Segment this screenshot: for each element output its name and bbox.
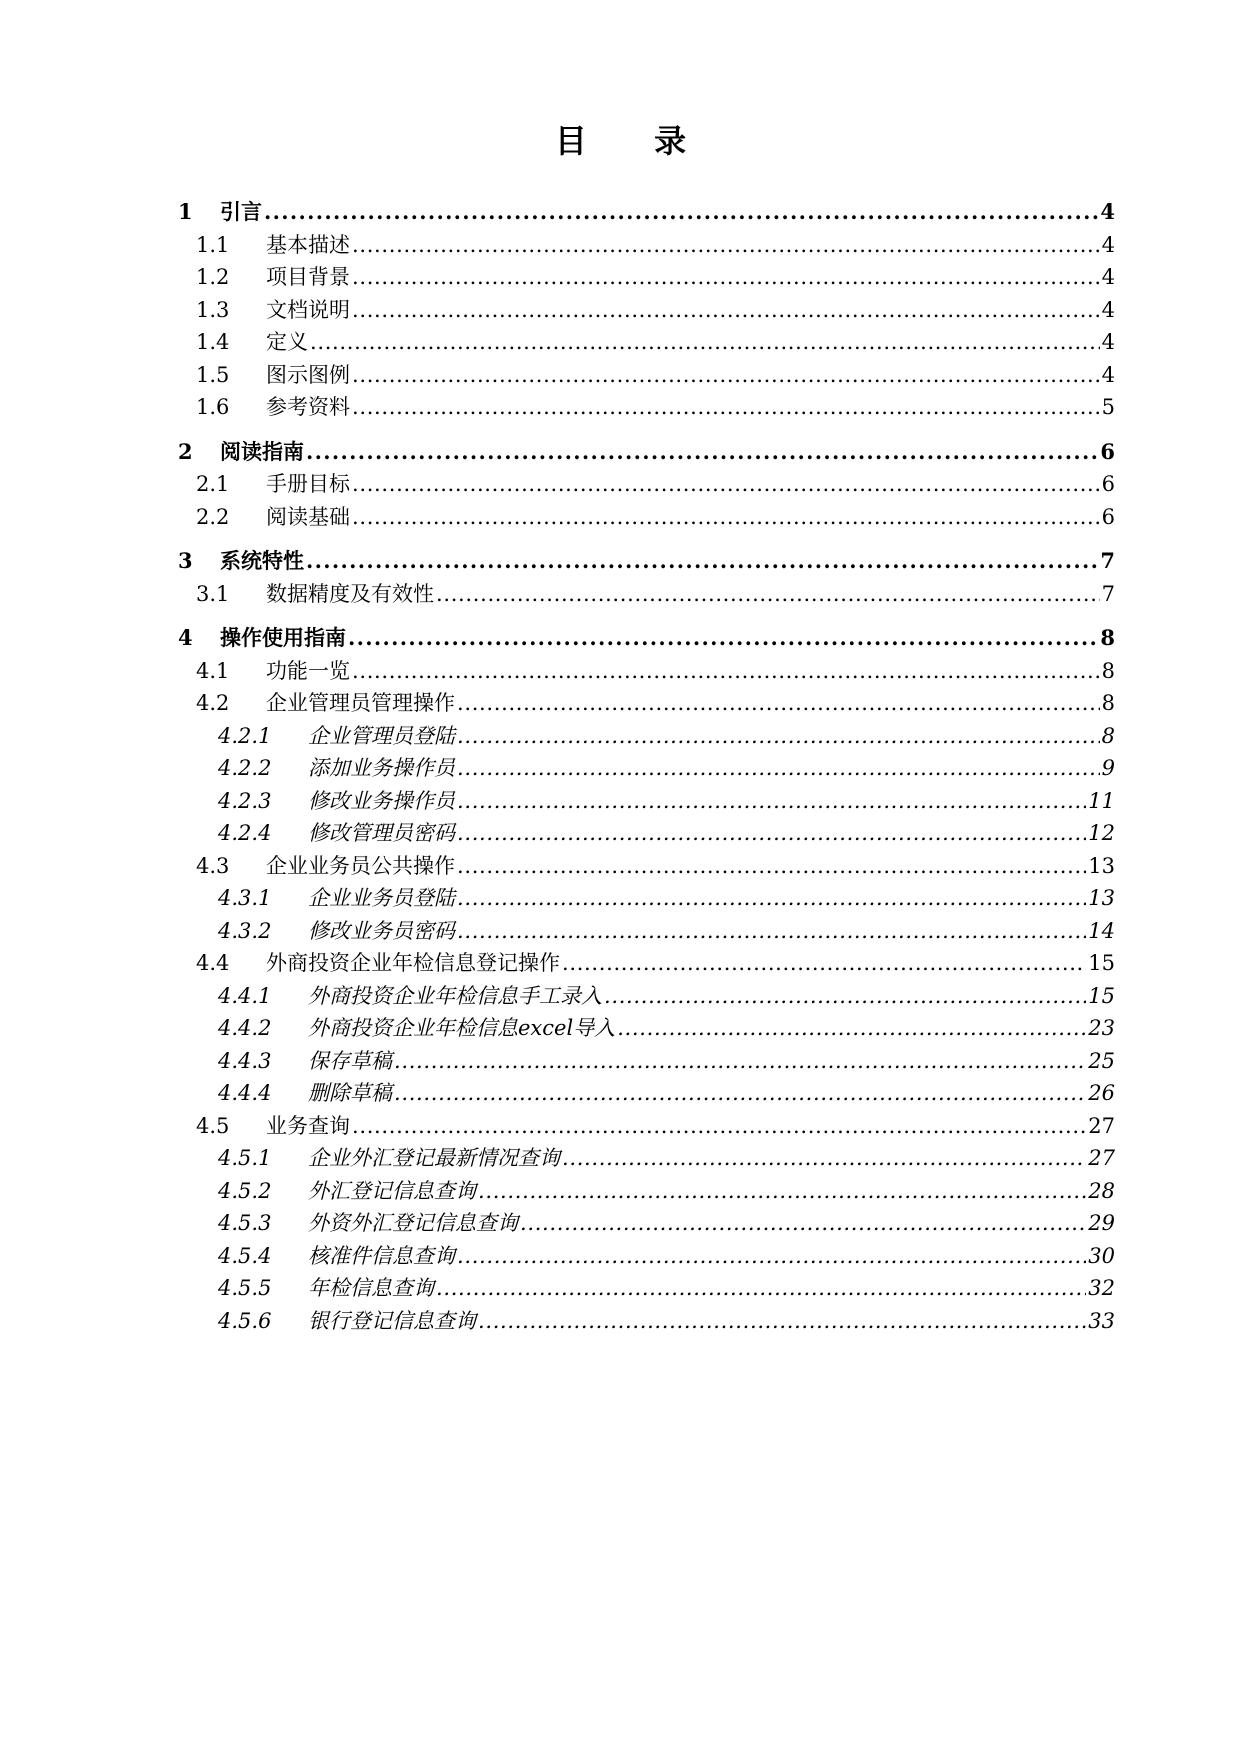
toc-dot-leader bbox=[352, 468, 1100, 501]
toc-entry-number: 4.3 bbox=[196, 853, 230, 878]
toc-entry-page: 6 bbox=[1101, 504, 1115, 529]
toc-entry[interactable] bbox=[178, 391, 1115, 424]
toc-entry-number: 4.1 bbox=[196, 658, 230, 683]
toc-entry-title: 数据精度及有效性 bbox=[266, 581, 434, 606]
toc-entry-title: 功能一览 bbox=[266, 658, 350, 683]
toc-entry[interactable] bbox=[178, 359, 1115, 392]
toc-entry-page: 30 bbox=[1088, 1243, 1115, 1268]
toc-entry-page: 33 bbox=[1088, 1308, 1115, 1333]
toc-entry[interactable] bbox=[178, 720, 1115, 753]
toc-entry-page: 8 bbox=[1100, 625, 1115, 650]
toc-entry-title: 引言 bbox=[220, 199, 262, 224]
toc-entry[interactable] bbox=[178, 785, 1115, 818]
toc-entry-page: 4 bbox=[1101, 330, 1115, 354]
toc-dot-leader bbox=[352, 501, 1100, 534]
toc-entry-number: 2.2 bbox=[196, 504, 230, 529]
toc-entry-page: 28 bbox=[1088, 1178, 1115, 1203]
toc-dot-leader bbox=[457, 785, 1086, 818]
toc-dot-leader bbox=[478, 1305, 1086, 1338]
toc-dot-leader bbox=[436, 1272, 1086, 1305]
toc-entry-page: 15 bbox=[1088, 951, 1115, 975]
toc-dot-leader bbox=[520, 1207, 1086, 1240]
toc-dot-leader bbox=[457, 1240, 1086, 1273]
toc-dot-leader bbox=[306, 545, 1098, 578]
toc-entry-title: 修改业务操作员 bbox=[308, 788, 455, 813]
toc-entry-page: 27 bbox=[1088, 1113, 1115, 1138]
toc-entry-title: 外商投资企业年检信息手工录入 bbox=[308, 983, 602, 1008]
toc-entry-page: 29 bbox=[1088, 1211, 1115, 1235]
toc-entry-title: 文档说明 bbox=[266, 297, 350, 322]
toc-entry-page: 4 bbox=[1101, 297, 1115, 322]
toc-entry-page: 6 bbox=[1100, 438, 1115, 464]
toc-entry-number: 1.3 bbox=[196, 297, 230, 322]
toc-entry[interactable] bbox=[178, 1110, 1115, 1143]
toc-dot-leader bbox=[562, 947, 1086, 980]
toc-entry-title: 定义 bbox=[266, 330, 308, 354]
toc-entry[interactable] bbox=[178, 1175, 1115, 1208]
toc-entry-number: 1.1 bbox=[196, 232, 230, 257]
toc-dot-leader bbox=[306, 436, 1098, 469]
toc-entry[interactable] bbox=[178, 468, 1115, 501]
toc-entry-number: 4.2.4 bbox=[218, 821, 272, 845]
toc-entry-number: 3.1 bbox=[196, 581, 230, 606]
toc-entry-number: 4.4.2 bbox=[218, 1016, 272, 1040]
toc-entry-title: 操作使用指南 bbox=[220, 625, 346, 650]
toc-entry-title: 阅读指南 bbox=[220, 438, 304, 464]
toc-entry-title: 核准件信息查询 bbox=[308, 1243, 455, 1268]
toc-dot-leader bbox=[457, 720, 1100, 753]
toc-entry[interactable] bbox=[178, 1305, 1115, 1338]
toc-entry-title: 企业管理员管理操作 bbox=[266, 691, 455, 715]
toc-dot-leader bbox=[457, 752, 1100, 785]
toc-entry-title: 业务查询 bbox=[266, 1113, 350, 1138]
toc-entry-page: 8 bbox=[1101, 723, 1115, 748]
toc-entry[interactable] bbox=[178, 261, 1115, 294]
toc-entry-number: 1.4 bbox=[196, 330, 230, 354]
page-title: 目 录 bbox=[554, 122, 715, 160]
toc-entry-number: 4.2.2 bbox=[218, 756, 272, 780]
toc-entry-title: 系统特性 bbox=[220, 548, 304, 573]
toc-entry-number: 1.5 bbox=[196, 362, 230, 387]
toc-dot-leader bbox=[457, 882, 1086, 915]
toc-entry[interactable] bbox=[178, 196, 1115, 229]
toc-entry-number: 4.3.2 bbox=[218, 918, 272, 943]
toc-entry[interactable] bbox=[178, 850, 1115, 883]
toc-dot-leader bbox=[352, 261, 1100, 294]
toc-dot-leader bbox=[352, 1110, 1086, 1143]
toc-entry-number: 4.2.1 bbox=[218, 723, 272, 748]
toc-dot-leader bbox=[394, 1077, 1086, 1110]
toc-entry-title: 基本描述 bbox=[266, 232, 350, 257]
toc-entry-page: 26 bbox=[1088, 1081, 1115, 1105]
toc-entry-page: 4 bbox=[1101, 362, 1115, 387]
toc-dot-leader bbox=[604, 980, 1086, 1013]
toc-entry[interactable] bbox=[178, 1240, 1115, 1273]
toc-entry-title: 年检信息查询 bbox=[308, 1276, 434, 1300]
toc-entry-page: 7 bbox=[1101, 581, 1115, 606]
toc-entry-title: 外商投资企业年检信息登记操作 bbox=[266, 951, 560, 975]
toc-dot-leader bbox=[457, 850, 1086, 883]
toc-entry-number: 4.5.2 bbox=[218, 1178, 272, 1203]
toc-entry[interactable] bbox=[178, 1272, 1115, 1305]
toc-dot-leader bbox=[457, 915, 1086, 948]
toc-entry-title: 企业管理员登陆 bbox=[308, 723, 455, 748]
toc-entry-number: 4 bbox=[178, 625, 193, 650]
toc-dot-leader bbox=[352, 294, 1100, 327]
toc-entry-page: 8 bbox=[1101, 691, 1115, 715]
toc-entry-page: 12 bbox=[1088, 821, 1115, 845]
toc-dot-leader bbox=[478, 1175, 1086, 1208]
toc-entry-page: 4 bbox=[1101, 265, 1115, 289]
toc-entry-page: 27 bbox=[1088, 1146, 1115, 1170]
toc-entry[interactable] bbox=[178, 501, 1115, 534]
toc-entry-title: 企业业务员登陆 bbox=[308, 886, 455, 910]
toc-dot-leader bbox=[264, 196, 1098, 229]
toc-entry-number: 1.6 bbox=[196, 395, 230, 419]
toc-entry[interactable] bbox=[178, 1142, 1115, 1175]
toc-entry[interactable] bbox=[178, 1207, 1115, 1240]
toc-entry-page: 6 bbox=[1101, 472, 1115, 496]
toc-entry-title: 外汇登记信息查询 bbox=[308, 1178, 476, 1203]
toc-entry[interactable] bbox=[178, 578, 1115, 611]
toc-entry-page: 25 bbox=[1088, 1048, 1115, 1073]
toc-dot-leader bbox=[562, 1142, 1086, 1175]
toc-entry[interactable] bbox=[178, 326, 1115, 359]
toc-entry-title: 阅读基础 bbox=[266, 504, 350, 529]
toc-entry-title: 参考资料 bbox=[266, 395, 350, 419]
toc-entry-title: 保存草稿 bbox=[308, 1048, 392, 1073]
toc-entry-number: 4.5.3 bbox=[218, 1211, 272, 1235]
toc-entry-number: 4.4.3 bbox=[218, 1048, 272, 1073]
toc-entry-title: 图示图例 bbox=[266, 362, 350, 387]
toc-entry-number: 4.4.1 bbox=[218, 983, 272, 1008]
toc-entry-page: 13 bbox=[1088, 886, 1115, 910]
toc-entry-number: 4.5.6 bbox=[218, 1308, 272, 1333]
toc-entry[interactable] bbox=[178, 947, 1115, 980]
toc-entry-title: 添加业务操作员 bbox=[308, 756, 455, 780]
toc-entry-number: 1.2 bbox=[196, 265, 230, 289]
toc-entry-number: 4.4 bbox=[196, 951, 230, 975]
toc-entry-number: 1 bbox=[178, 199, 193, 224]
toc-entry-title: 删除草稿 bbox=[308, 1081, 392, 1105]
toc-entry[interactable] bbox=[178, 655, 1115, 688]
toc-entry[interactable] bbox=[178, 545, 1115, 578]
toc-dot-leader bbox=[352, 359, 1100, 392]
toc-entry-title: 修改管理员密码 bbox=[308, 821, 455, 845]
toc-entry-title: 外资外汇登记信息查询 bbox=[308, 1211, 518, 1235]
toc-entry-page: 14 bbox=[1088, 918, 1115, 943]
toc-entry-page: 4 bbox=[1101, 232, 1115, 257]
toc-entry-number: 4.5 bbox=[196, 1113, 230, 1138]
toc-entry-number: 4.2.3 bbox=[218, 788, 272, 813]
toc-entry[interactable] bbox=[178, 1012, 1115, 1045]
toc-entry[interactable] bbox=[178, 294, 1115, 327]
toc-entry-page: 15 bbox=[1088, 983, 1115, 1008]
toc-entry-title: 企业外汇登记最新情况查询 bbox=[308, 1146, 560, 1170]
toc-entry-title: 企业业务员公共操作 bbox=[266, 853, 455, 878]
toc-dot-leader bbox=[352, 391, 1100, 424]
toc-entry-page: 8 bbox=[1101, 658, 1115, 683]
toc-entry[interactable] bbox=[178, 1045, 1115, 1078]
toc-entry-title: 修改业务员密码 bbox=[308, 918, 455, 943]
toc-entry[interactable] bbox=[178, 622, 1115, 655]
toc-dot-leader bbox=[617, 1012, 1086, 1045]
toc-entry-page: 4 bbox=[1100, 199, 1115, 224]
toc-entry-number: 2 bbox=[178, 438, 193, 464]
toc-entry[interactable] bbox=[178, 229, 1115, 262]
toc-entry-page: 32 bbox=[1088, 1276, 1115, 1300]
toc-entry-page: 9 bbox=[1101, 756, 1115, 780]
toc-entry[interactable] bbox=[178, 687, 1115, 720]
toc-entry-page: 7 bbox=[1100, 548, 1115, 573]
table-of-contents bbox=[178, 196, 1115, 1337]
toc-dot-leader bbox=[352, 655, 1100, 688]
toc-entry-number: 4.5.5 bbox=[218, 1276, 272, 1300]
toc-dot-leader bbox=[436, 578, 1100, 611]
toc-entry-number: 4.5.4 bbox=[218, 1243, 272, 1268]
toc-entry-page: 5 bbox=[1101, 395, 1115, 419]
toc-entry-number: 4.3.1 bbox=[218, 886, 272, 910]
toc-dot-leader bbox=[310, 326, 1100, 359]
toc-entry[interactable] bbox=[178, 980, 1115, 1013]
toc-entry-number: 4.4.4 bbox=[218, 1081, 272, 1105]
toc-entry-title: 银行登记信息查询 bbox=[308, 1308, 476, 1333]
toc-dot-leader bbox=[348, 622, 1098, 655]
toc-dot-leader bbox=[457, 687, 1100, 720]
toc-entry-title: 外商投资企业年检信息excel导入 bbox=[308, 1016, 616, 1040]
toc-entry[interactable] bbox=[178, 436, 1115, 469]
toc-entry-number: 4.5.1 bbox=[218, 1146, 272, 1170]
toc-entry-number: 4.2 bbox=[196, 691, 230, 715]
toc-entry[interactable] bbox=[178, 1077, 1115, 1110]
toc-dot-leader bbox=[394, 1045, 1086, 1078]
toc-entry-page: 23 bbox=[1088, 1016, 1115, 1040]
toc-entry-title: 项目背景 bbox=[266, 265, 350, 289]
toc-dot-leader bbox=[352, 229, 1100, 262]
toc-entry-number: 3 bbox=[178, 548, 193, 573]
toc-entry[interactable] bbox=[178, 817, 1115, 850]
toc-entry-page: 11 bbox=[1088, 788, 1115, 813]
toc-entry-title: 手册目标 bbox=[266, 472, 350, 496]
toc-dot-leader bbox=[457, 817, 1086, 850]
toc-entry-page: 13 bbox=[1088, 853, 1115, 878]
toc-entry-number: 2.1 bbox=[196, 472, 230, 496]
toc-entry[interactable] bbox=[178, 915, 1115, 948]
toc-entry[interactable] bbox=[178, 882, 1115, 915]
toc-entry[interactable] bbox=[178, 752, 1115, 785]
